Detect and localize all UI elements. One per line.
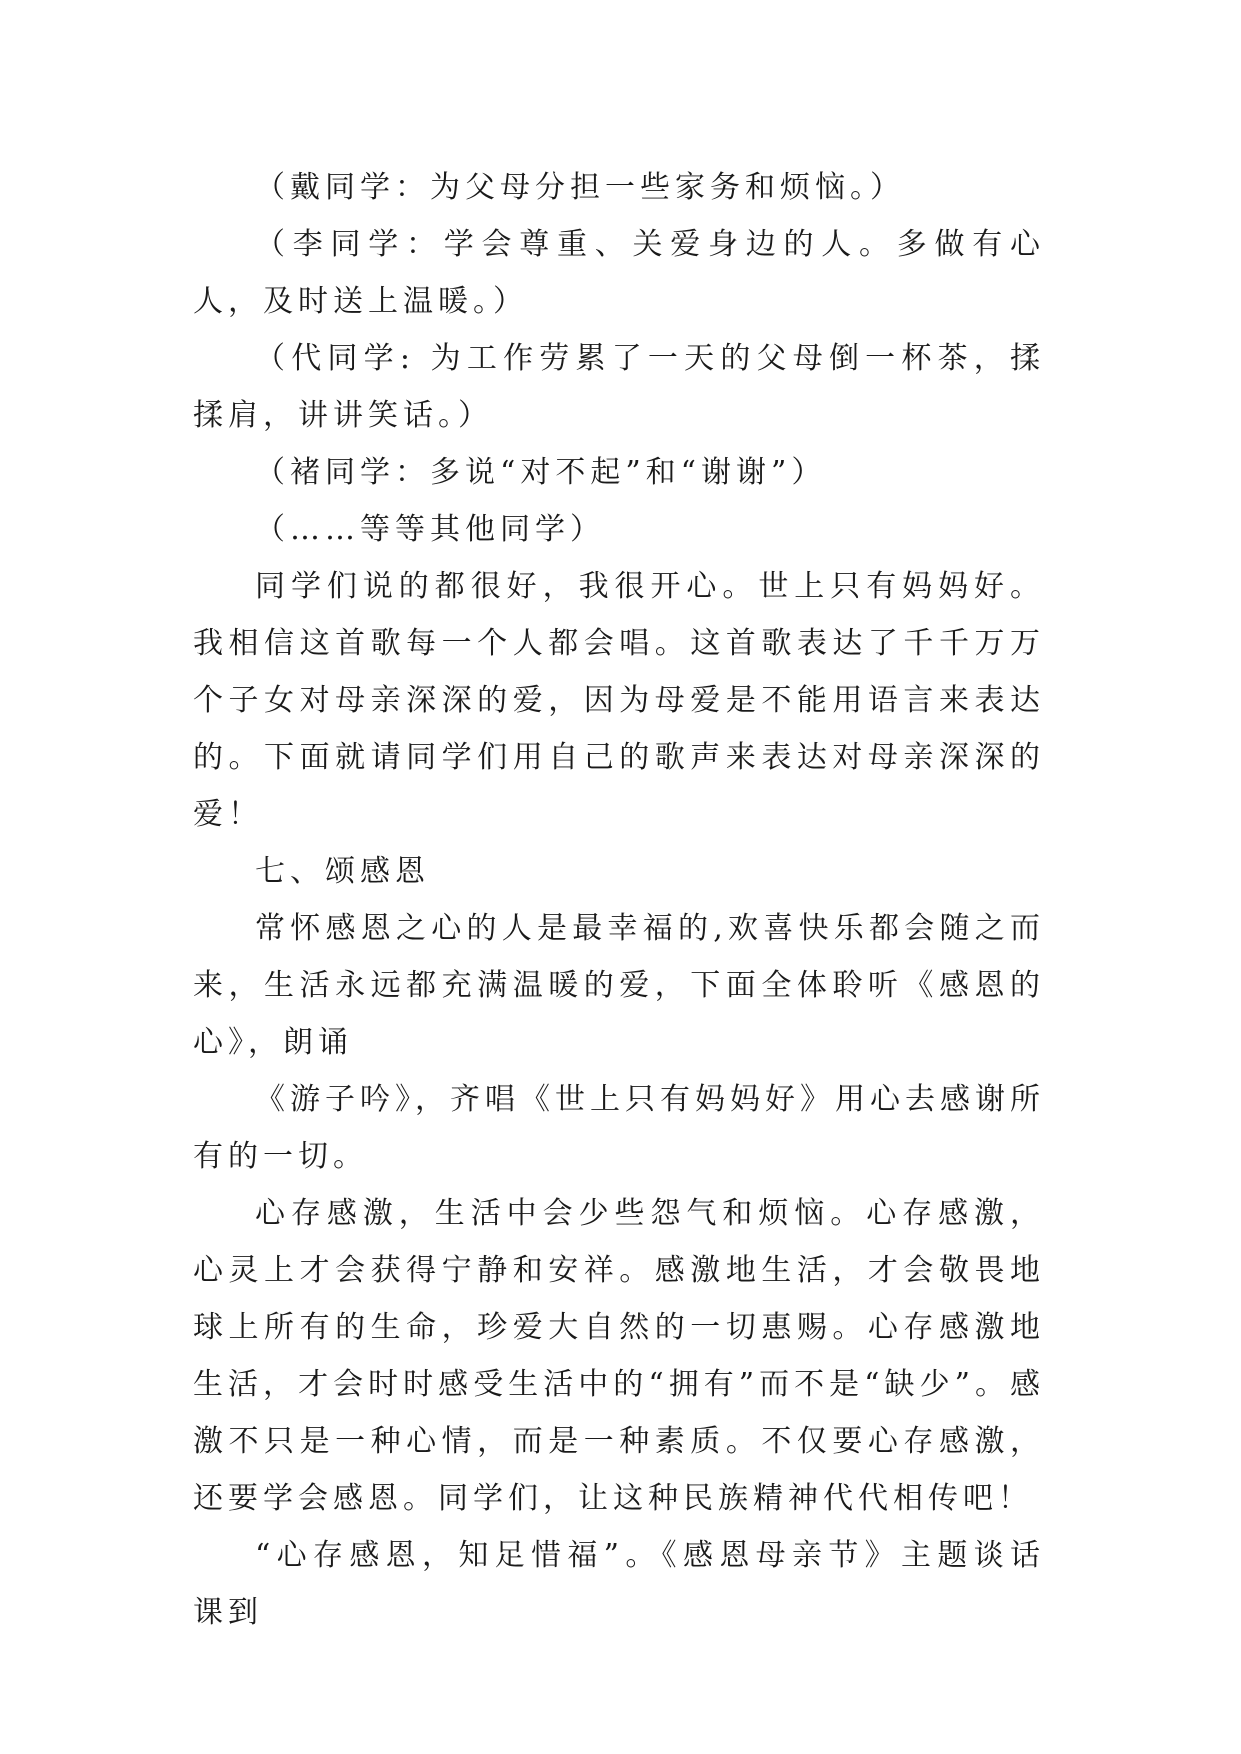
paragraph-dai-student: （戴同学：为父母分担一些家务和烦恼。） (255, 170, 905, 205)
section-heading-gratitude: 七、颂感恩 (255, 854, 430, 889)
paragraph-chu-student: （褚同学：多说“对不起”和“谢谢”） (255, 455, 827, 490)
paragraph-dai2-student: （代同学: 为工作劳累了一天的父母倒一杯茶，揉揉肩，讲讲笑话。） (193, 341, 1045, 433)
document-body (193, 159, 1045, 1641)
paragraph-closing: “心存感恩，知足惜福”。《感恩母亲节》主题谈话课到 (193, 1538, 1045, 1630)
paragraph-thankfulness: 心存感激，生活中会少些怨气和烦恼。心存感激，心灵上才会获得宁静和安祥。感激地生活，才会敬畏地球上所有的生命，珍爱大自然的一切惠赐。心存感激地生活，才会时时感受生活中的“拥有”而不是“缺少”。感激不只是一种心情，而是一种素质。不仅要心存感激，还要学会感恩。同学们，让这种民族精神代代相传吧！ (193, 1196, 1045, 1516)
paragraph-li-student: （李同学：学会尊重、关爱身边的人。多做有心人，及时送上温暖。） (193, 227, 1045, 319)
paragraph-recitation: 《游子吟》，齐唱《世上只有妈妈好》用心去感谢所有的一切。 (193, 1082, 1045, 1174)
paragraph-gratitude-intro: 常怀感恩之心的人是最幸福的,欢喜快乐都会随之而来，生活永远都充满温暖的爱，下面全体聆听《感恩的心》，朗诵 (193, 911, 1045, 1060)
paragraph-teacher-remark: 同学们说的都很好，我很开心。世上只有妈妈好。我相信这首歌每一个人都会唱。这首歌表达了千千万万个子女对母亲深深的爱，因为母爱是不能用语言来表达的。下面就请同学们用自己的歌声来表达对母亲深深的爱！ (193, 569, 1045, 832)
paragraph-other-students: （……等等其他同学） (255, 512, 605, 547)
